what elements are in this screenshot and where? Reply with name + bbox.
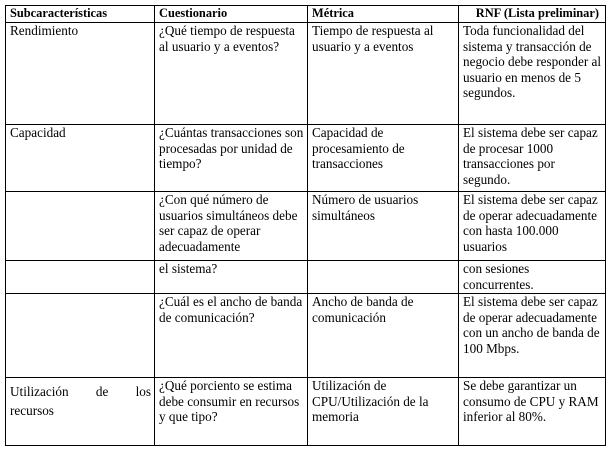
cell-sub-rendimiento: Rendimiento	[6, 23, 155, 125]
cell-cuestionario-rendimiento: ¿Qué tiempo de respuesta al usuario y a eventos?	[155, 23, 308, 125]
cell-metrica-empty	[308, 261, 459, 294]
cell-metrica-capacidad: Capacidad de procesamiento de transacciones	[308, 125, 459, 192]
cell-rnf-rendimiento: Toda funcionalidad del sistema y transacción de negocio debe responder al usuario en menos de 5 segundos.	[459, 23, 606, 125]
table-row	[6, 294, 606, 378]
table-row	[6, 23, 606, 125]
cell-metrica-ancho-banda: Ancho de banda de comunicación	[308, 294, 459, 378]
table-row	[6, 378, 606, 446]
cell-sub-recursos	[6, 378, 155, 446]
header-metrica: Métrica	[308, 6, 459, 23]
header-row	[6, 6, 606, 23]
table-row	[6, 192, 606, 261]
cell-rnf-ancho-banda: El sistema debe ser capaz de operar adecuadamente con un ancho de banda de 100 Mbps.	[459, 294, 606, 378]
table-row	[6, 125, 606, 192]
cell-cuestionario-usuarios-b: el sistema?	[155, 261, 308, 294]
cell-metrica-rendimiento: Tiempo de respuesta al usuario y a eventos	[308, 23, 459, 125]
cell-metrica-usuarios: Número de usuarios simultáneos	[308, 192, 459, 261]
header-rnf: RNF (Lista preliminar)	[459, 6, 606, 23]
cell-rnf-recursos: Se debe garantizar un consumo de CPU y RAM inferior al 80%.	[459, 378, 606, 446]
cell-rnf-usuarios-a: El sistema debe ser capaz de operar adecuadamente con hasta 100.000 usuarios	[459, 192, 606, 261]
sub-recursos-line1: Utilización de los	[10, 384, 151, 399]
cell-cuestionario-ancho-banda: ¿Cuál es el ancho de banda de comunicación?	[155, 294, 308, 378]
cell-sub-empty-3	[6, 294, 155, 378]
cell-sub-empty-2	[6, 261, 155, 294]
header-cuestionario: Cuestionario	[155, 6, 308, 23]
sub-recursos-line2: recursos	[10, 402, 54, 418]
cell-cuestionario-capacidad: ¿Cuántas transacciones son procesadas por unidad de tiempo?	[155, 125, 308, 192]
cell-cuestionario-recursos: ¿Qué porciento se estima debe consumir en recursos y que tipo?	[155, 378, 308, 446]
header-subcaracteristicas: Subcaracterísticas	[6, 6, 155, 23]
table-row	[6, 261, 606, 294]
cell-sub-empty-1	[6, 192, 155, 261]
cell-rnf-usuarios-b: con sesiones concurrentes.	[459, 261, 606, 294]
rnf-table	[5, 5, 606, 446]
cell-rnf-capacidad: El sistema debe ser capaz de procesar 1000 transacciones por segundo.	[459, 125, 606, 192]
cell-cuestionario-usuarios-a: ¿Con qué número de usuarios simultáneos debe ser capaz de operar adecuadamente	[155, 192, 308, 261]
cell-metrica-recursos: Utilización de CPU/Utilización de la memoria	[308, 378, 459, 446]
cell-sub-capacidad: Capacidad	[6, 125, 155, 192]
